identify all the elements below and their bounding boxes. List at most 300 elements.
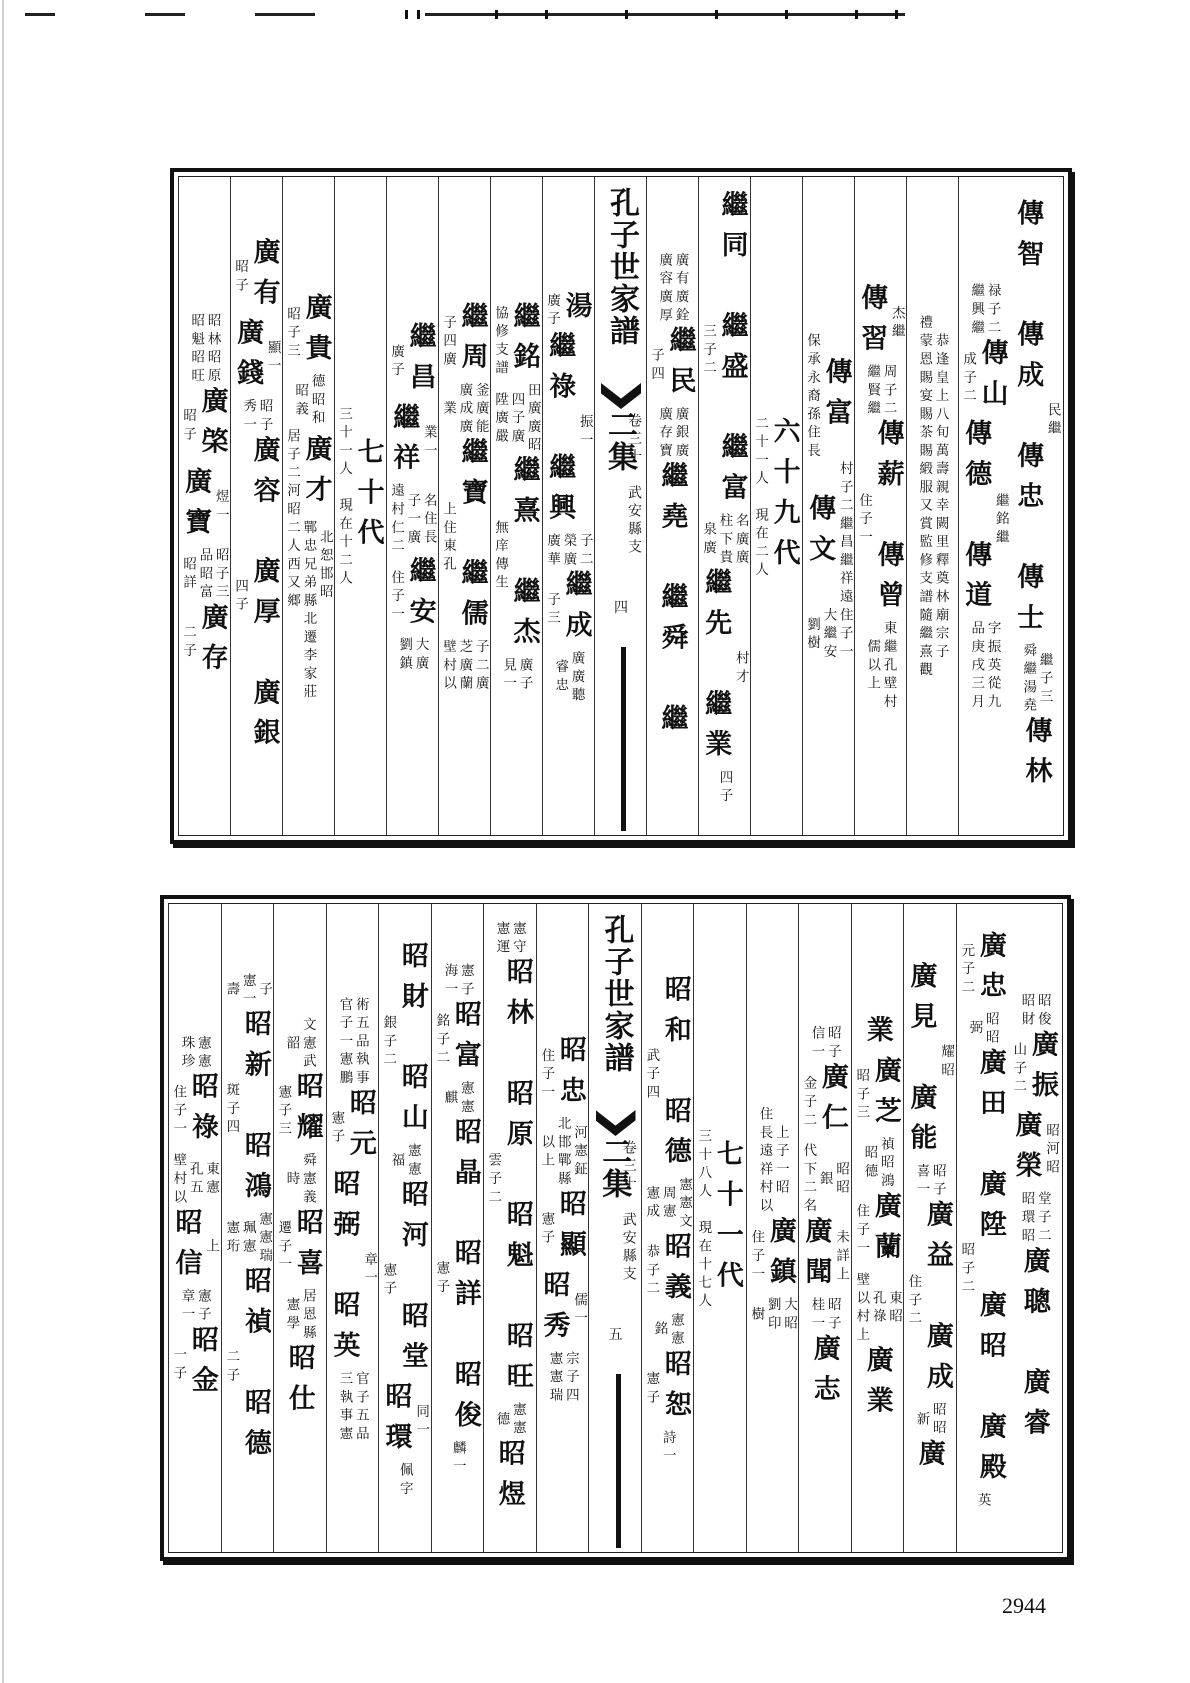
- annotation-line: 禎昭鴻: [879, 1136, 895, 1191]
- annotation-line: 憲子: [329, 1110, 345, 1147]
- annotation-line: 子四廣: [441, 314, 457, 370]
- member-name-line: 繼安: [405, 556, 438, 638]
- annotation-line: 三十一人 現在十二人: [337, 406, 353, 590]
- annotation-line: 禮蒙恩賜宴賜茶賜緞服又賞監修支譜隨繼熹觀: [917, 315, 933, 681]
- top-margin-residue: [25, 10, 935, 18]
- annotation-line: 子二廣: [474, 639, 490, 694]
- genealogy-column: [750, 177, 803, 835]
- annotation-line: 昭環昭: [1020, 1190, 1036, 1246]
- annotation-line: 弼: [967, 1020, 984, 1039]
- annotation-line: 三子二: [701, 323, 717, 379]
- collection-label: 二集: [596, 1136, 632, 1200]
- annotation-line: 時: [284, 1170, 301, 1189]
- genealogy-column: [906, 177, 959, 835]
- genealogy-column: [851, 904, 905, 1552]
- center-fold-bar: [616, 1374, 621, 1548]
- annotation-line: 憲子: [539, 1211, 555, 1248]
- member-name-line: 昭顯: [555, 1188, 588, 1270]
- member-name-line: 昭義: [660, 1231, 693, 1313]
- genealogy-column: [378, 904, 432, 1552]
- genealogy-column: [536, 904, 590, 1552]
- genealogy-column: [483, 904, 537, 1552]
- annotation-line: 舜憲義: [301, 1152, 317, 1208]
- annotation-line: 桂一: [810, 1297, 826, 1334]
- annotation-line: 麒: [442, 1089, 458, 1109]
- member-name-line: 昭煜: [495, 1438, 527, 1520]
- annotation-line: 憲一: [240, 972, 256, 1010]
- top-genealogy-page: [170, 168, 1072, 844]
- member-name-line: 七十一代: [713, 1139, 746, 1302]
- annotation-line: 柱下貴: [717, 512, 734, 568]
- member-name-line: 廣寶: [181, 466, 214, 548]
- annotation-line: 昭義: [293, 382, 309, 420]
- member-name-line: 昭信: [171, 1207, 204, 1289]
- annotation-line: 昭昭: [834, 1161, 851, 1199]
- annotation-line: 煜一: [214, 488, 230, 526]
- member-name-line: 六十九代: [769, 417, 802, 579]
- annotation-line: 昭子: [233, 259, 249, 296]
- annotation-line: 業一: [422, 424, 438, 462]
- annotation-line: 杰繼: [890, 305, 906, 343]
- genealogy-column: [1009, 904, 1062, 1552]
- center-fold-bar: [621, 647, 626, 831]
- annotation-line: 泉廣: [701, 521, 717, 559]
- bottom-genealogy-page: [160, 895, 1071, 1561]
- annotation-line: 保承永裔孫住長: [805, 333, 821, 462]
- annotation-line: 廣有廣銓: [673, 252, 690, 326]
- annotation-line: 廣廣聽: [569, 650, 586, 706]
- annotation-line: 昭昭: [931, 1402, 948, 1439]
- leaf-page-number: 五: [608, 1327, 623, 1343]
- member-name-line: 繼同 繼盛 繼富: [717, 189, 750, 513]
- annotation-line: 喜一: [915, 1163, 931, 1201]
- annotation-line: 繼賢繼: [865, 364, 881, 419]
- member-name-line: 傳習: [857, 283, 890, 365]
- genealogy-column: [334, 177, 387, 835]
- annotation-line: 子一廣: [405, 492, 422, 548]
- member-name-line: 廣益 廣成: [923, 1200, 956, 1403]
- member-name-line: 昭耀: [293, 1071, 325, 1153]
- annotation-line: 住子一: [749, 1229, 765, 1285]
- member-name-line: 傳山: [977, 338, 1010, 419]
- fishtail-mark-icon: [596, 1110, 636, 1136]
- annotation-line: 憲子: [196, 1288, 212, 1325]
- member-name-line: 廣聰 廣睿: [1020, 1245, 1053, 1448]
- member-name-line: 廣有: [249, 237, 282, 318]
- member-name-line: 昭和 昭德: [660, 974, 693, 1177]
- annotation-line: 代下二名: [802, 1143, 818, 1217]
- annotation-line: 昭林昭原: [205, 312, 222, 386]
- annotation-line: 珠珍: [179, 1034, 196, 1072]
- annotation-line: 劉印: [765, 1297, 782, 1334]
- annotation-line: 住子一: [838, 607, 854, 663]
- annotation-line: 憲憲: [406, 1143, 422, 1180]
- member-name-line: 昭林 昭原 昭魁 昭旺: [503, 957, 536, 1403]
- member-name-line: 傳文: [805, 493, 838, 575]
- annotation-line: 憲運: [495, 920, 511, 958]
- genealogy-column: [646, 177, 699, 835]
- member-name-line: 業: [862, 1014, 895, 1056]
- genealogy-column: [386, 177, 439, 835]
- annotation-line: 新: [915, 1411, 931, 1430]
- member-name-line: 繼堯 繼舜 繼: [657, 460, 690, 744]
- annotation-line: 官子一憲鵬: [337, 996, 353, 1088]
- annotation-line: 廣華: [545, 532, 561, 570]
- annotation-line: 樹: [749, 1306, 765, 1325]
- genealogy-column: [698, 177, 751, 835]
- annotation-line: 住子一: [857, 492, 873, 548]
- annotation-line: 以上: [539, 1134, 555, 1171]
- annotation-line: 孔五: [188, 1161, 204, 1199]
- annotation-line: 德昭和: [309, 373, 326, 429]
- annotation-line: 繼子三: [1037, 652, 1054, 707]
- member-name-line: 傳林: [1021, 716, 1054, 797]
- genealogy-column: [326, 904, 380, 1552]
- member-name-line: 昭新 昭鴻: [240, 1009, 273, 1212]
- book-title-column: [588, 904, 642, 1552]
- member-name-line: 廣志: [810, 1333, 842, 1415]
- genealogy-column: [746, 904, 800, 1552]
- annotation-line: 未詳上: [834, 1229, 851, 1285]
- member-name-line: 廣: [915, 1438, 948, 1480]
- annotation-line: 大昭: [782, 1297, 798, 1334]
- genealogy-column: [273, 904, 327, 1552]
- annotation-line: 昭子三: [214, 547, 230, 603]
- annotation-line: 顯一: [266, 340, 282, 377]
- annotation-line: 廣存寶: [657, 405, 673, 461]
- genealogy-column: [798, 904, 852, 1552]
- annotation-line: 住子一: [389, 569, 405, 625]
- annotation-line: 廣容廣厚: [657, 252, 673, 326]
- annotation-line: 村才: [734, 650, 750, 687]
- annotation-line: 昭子: [826, 1025, 842, 1063]
- member-name-line: 傳智 傳成 傳忠 傳士: [1013, 198, 1046, 643]
- genealogy-column: [230, 177, 283, 835]
- scan-edge-line: [2, 0, 4, 1683]
- member-name-line: 廣存: [197, 602, 230, 683]
- member-name-line: 廣才: [301, 433, 334, 515]
- member-name-line: 廣鎮: [765, 1216, 798, 1298]
- annotation-line: 四子廣: [509, 391, 526, 447]
- member-name-line: 廣貴: [301, 293, 334, 374]
- member-name-line: 昭金: [188, 1324, 220, 1406]
- genealogy-column: [903, 904, 957, 1552]
- annotation-line: 憲子: [381, 1262, 398, 1300]
- member-name-line: 廣仁: [818, 1062, 851, 1144]
- annotation-line: 德: [495, 1411, 511, 1430]
- annotation-line: 斑子四: [224, 1082, 240, 1138]
- annotation-line: 昭子: [931, 1163, 948, 1201]
- genealogy-column: [802, 177, 855, 835]
- annotation-line: 無庠傳生: [493, 519, 509, 593]
- genealogy-column: [168, 904, 222, 1552]
- genealogy-column: [1011, 177, 1063, 835]
- genealogy-column: [542, 177, 595, 835]
- annotation-line: 見一: [501, 657, 517, 694]
- annotation-line: 恭逢皇上八旬萬壽親幸闕里釋奠林廟宗子: [933, 333, 950, 663]
- annotation-line: 銘子二: [434, 1012, 450, 1068]
- member-name-line: 繼成: [561, 569, 594, 651]
- annotation-line: 子三: [545, 591, 561, 629]
- book-title-column: [594, 177, 647, 835]
- member-name-line: 廣榮: [1012, 1110, 1044, 1191]
- annotation-line: 子二: [578, 532, 594, 570]
- member-name-line: 繼熹 繼杰: [509, 455, 542, 658]
- member-name-line: 昭祿: [188, 1071, 220, 1153]
- annotation-line: 釜廣能: [474, 382, 490, 438]
- annotation-line: 憲憲: [458, 1080, 475, 1118]
- annotation-line: 銀子二: [381, 1014, 398, 1070]
- member-name-line: 昭晶 昭詳 昭俊: [450, 1117, 483, 1441]
- annotation-line: 麟一: [450, 1440, 467, 1478]
- annotation-line: 四子: [233, 578, 249, 616]
- book-page-number: 2944: [1002, 1593, 1046, 1618]
- annotation-line: 名住長: [422, 492, 438, 548]
- member-name-line: 湯: [561, 290, 594, 331]
- annotation-line: 儒以上: [865, 639, 881, 694]
- annotation-line: 東昭: [887, 1289, 903, 1327]
- annotation-line: 憲成: [644, 1185, 660, 1223]
- annotation-line: 宗子四: [563, 1350, 580, 1406]
- annotation-line: 鄲忠兄弟縣: [301, 519, 318, 612]
- member-name-line: 昭環: [381, 1381, 414, 1463]
- annotation-line: 村子二繼昌繼祥遠: [838, 461, 854, 608]
- member-name-line: 繼祥: [389, 402, 422, 484]
- annotation-line: 住子一: [539, 1047, 555, 1103]
- annotation-line: 雲子二: [486, 1152, 503, 1208]
- annotation-line: 子四: [649, 347, 665, 384]
- annotation-line: 二人西又鄉: [285, 519, 301, 612]
- member-name-line: 繼祿 繼興: [545, 330, 578, 533]
- annotation-line: 繼銘繼: [994, 492, 1010, 548]
- annotation-line: 憲子: [458, 963, 475, 1000]
- annotation-line: 陞廣嚴: [493, 391, 509, 447]
- annotation-line: 信一: [810, 1025, 826, 1063]
- annotation-line: 二子: [224, 1348, 240, 1386]
- annotation-line: 劉鎮: [397, 637, 413, 674]
- annotation-line: 上子一昭: [774, 1124, 790, 1199]
- genealogy-column: [178, 177, 231, 835]
- member-name-line: 廣蘭: [870, 1190, 903, 1272]
- genealogy-column: [431, 904, 485, 1552]
- annotation-line: 昭子: [826, 1297, 842, 1334]
- annotation-line: 章一: [179, 1288, 196, 1325]
- annotation-line: 北遷李家莊: [301, 611, 318, 703]
- genealogy-column: [854, 177, 907, 835]
- annotation-line: 憲憲: [511, 1402, 527, 1439]
- annotation-line: 民繼: [1046, 402, 1062, 440]
- book-title: 孔子世家譜: [598, 914, 634, 1074]
- annotation-line: 振一: [578, 413, 594, 451]
- annotation-line: 住子一: [854, 1203, 870, 1259]
- member-name-line: 傳德 傳道: [961, 418, 994, 621]
- fishtail-mark-icon: [601, 383, 641, 409]
- annotation-line: 三十八人 現在十七人: [697, 1128, 713, 1312]
- annotation-line: 憲子: [434, 1260, 450, 1298]
- annotation-line: 憲憲: [669, 1312, 685, 1349]
- annotation-line: 廣子: [517, 657, 534, 694]
- member-name-line: 繼寶 繼儒: [457, 437, 490, 640]
- annotation-line: 廣子: [545, 292, 561, 330]
- annotation-line: 周憲: [660, 1185, 677, 1223]
- annotation-line: 劉樹: [805, 616, 821, 654]
- annotation-line: 昭子: [257, 398, 274, 436]
- annotation-line: 昭魁昭旺: [189, 312, 205, 386]
- annotation-line: 舜繼湯堯: [1021, 643, 1037, 717]
- annotation-line: 周子二: [881, 364, 898, 419]
- annotation-line: 昭子三: [854, 1068, 870, 1124]
- annotation-line: 昭子三: [285, 305, 301, 361]
- annotation-line: 三執事憲: [337, 1370, 353, 1444]
- annotation-line: 憲子三: [276, 1084, 293, 1140]
- annotation-line: 昭德: [862, 1145, 879, 1182]
- genealogy-column: [956, 904, 1010, 1552]
- annotation-line: 堂子二: [1036, 1190, 1053, 1246]
- member-name-line: 昭富: [450, 999, 483, 1081]
- annotation-line: 禄子二: [985, 283, 1002, 339]
- member-name-line: 廣聞: [802, 1216, 834, 1298]
- annotation-line: 協修支譜: [493, 305, 509, 379]
- genealogy-column: [693, 904, 747, 1552]
- annotation-line: 文憲武: [301, 1016, 317, 1072]
- member-name-line: 廣田 廣陞 廣昭 廣殿: [976, 1047, 1008, 1493]
- annotation-line: 二子: [181, 624, 197, 661]
- annotation-line: 上住東孔: [441, 501, 457, 575]
- annotation-line: 子: [256, 981, 273, 1000]
- annotation-line: 品庚戌三月: [969, 620, 985, 713]
- annotation-line: 壁村以: [441, 639, 457, 694]
- annotation-line: 北恕邯昭: [318, 529, 334, 603]
- annotation-line: 山子二: [1012, 1042, 1028, 1098]
- annotation-line: 韶: [284, 1034, 301, 1054]
- annotation-line: 金子二: [802, 1075, 818, 1131]
- annotation-line: 成子二: [961, 351, 977, 406]
- annotation-line: 秀一: [241, 398, 257, 436]
- genealogy-column: [490, 177, 543, 835]
- member-name-line: 昭元: [345, 1087, 378, 1169]
- member-name-line: 繼先 繼業: [701, 567, 734, 770]
- annotation-line: 儒一: [572, 1291, 588, 1329]
- member-name-line: 繼周: [457, 301, 490, 383]
- annotation-line: 憲守: [511, 920, 527, 958]
- annotation-line: 昭子: [181, 407, 197, 445]
- annotation-line: 住長遠祥村以: [757, 1106, 774, 1217]
- member-name-line: 繼民: [665, 325, 698, 406]
- annotation-line: 河憲鉦: [572, 1124, 588, 1180]
- annotation-line: 業: [441, 400, 457, 419]
- annotation-line: 詩一: [660, 1429, 677, 1467]
- member-name-line: 昭弼 昭英: [329, 1168, 362, 1371]
- volume-branch-label: 卷三十 武安縣支: [626, 413, 642, 557]
- annotation-line: 名廣廣: [734, 512, 750, 568]
- annotation-line: 北邯鄲縣: [555, 1115, 572, 1189]
- member-name-line: 繼昌: [405, 321, 438, 403]
- annotation-line: 恭子二: [644, 1244, 660, 1300]
- annotation-line: 東憲: [204, 1161, 220, 1199]
- annotation-line: 元子二: [959, 943, 976, 998]
- annotation-line: 田廣廣昭: [526, 382, 542, 456]
- annotation-line: 繼興繼: [969, 283, 985, 339]
- member-name-line: 廣忠: [976, 930, 1008, 1011]
- leaf-page-number: 四: [614, 600, 628, 616]
- genealogy-column: [282, 177, 335, 835]
- annotation-line: 四子: [717, 769, 734, 806]
- annotation-line: 憲憲: [196, 1034, 212, 1072]
- annotation-line: 憲憲瑞: [256, 1211, 273, 1266]
- annotation-line: 壽: [224, 981, 240, 1000]
- annotation-line: 昭昭: [984, 1010, 1000, 1048]
- member-name-line: 廣振: [1028, 1029, 1061, 1111]
- annotation-line: 英: [976, 1492, 992, 1511]
- genealogy-column: [438, 177, 491, 835]
- annotation-line: 海一: [442, 963, 458, 1000]
- annotation-line: 東繼孔壁村: [881, 620, 898, 713]
- member-name-line: 廣芝: [870, 1055, 903, 1137]
- annotation-line: 字振英從九: [985, 620, 1002, 713]
- member-name-line: 廣棨: [197, 385, 230, 467]
- member-name-line: 昭河 昭堂: [398, 1179, 430, 1382]
- annotation-line: 住子一: [171, 1084, 188, 1140]
- annotation-line: 佩字: [398, 1462, 414, 1500]
- annotation-line: 章一: [362, 1251, 378, 1289]
- annotation-line: 耀昭: [939, 1044, 956, 1081]
- annotation-line: 品昭富: [197, 547, 214, 603]
- annotation-line: 居子二河昭: [285, 428, 301, 520]
- member-name-line: 傳富: [821, 356, 854, 438]
- member-name-line: 七十代: [353, 437, 386, 559]
- annotation-line: 遷子一: [276, 1220, 293, 1276]
- annotation-line: 睿忠: [553, 659, 569, 696]
- annotation-line: 上: [204, 1238, 220, 1257]
- genealogy-column: [641, 904, 695, 1552]
- annotation-line: 昭子二: [959, 1242, 976, 1298]
- member-name-line: 廣錢: [233, 318, 266, 399]
- annotation-line: 廣銀廣: [673, 405, 690, 461]
- annotation-line: 廣子: [389, 343, 405, 381]
- genealogy-column: [958, 177, 1011, 835]
- member-name-line: 昭禎 昭德: [240, 1265, 273, 1469]
- annotation-line: 大繼安: [821, 607, 838, 663]
- annotation-line: 芝廣蘭: [457, 639, 474, 694]
- annotation-line: 壁村以: [171, 1152, 188, 1208]
- member-name-line: 昭財 昭山: [398, 941, 430, 1144]
- annotation-line: 壁以村上: [854, 1271, 870, 1345]
- annotation-line: 遠村仁二: [389, 483, 405, 557]
- annotation-line: 住子二: [907, 1273, 923, 1329]
- annotation-line: 珮憲: [240, 1220, 256, 1257]
- annotation-line: 同一: [414, 1404, 430, 1441]
- annotation-line: 昭俊: [1036, 992, 1053, 1030]
- annotation-line: 憲子: [644, 1370, 660, 1408]
- annotation-line: 憲憲瑞: [547, 1350, 563, 1406]
- annotation-line: 憲學: [284, 1297, 301, 1334]
- annotation-line: 昭詳: [181, 556, 197, 593]
- member-name-line: 廣容 廣厚 廣銀: [249, 435, 282, 759]
- collection-label: 二集: [602, 409, 637, 473]
- annotation-line: 昭河昭: [1044, 1123, 1061, 1178]
- member-name-line: 昭秀: [539, 1269, 572, 1351]
- annotation-line: 術五品執事: [353, 996, 370, 1088]
- annotation-line: 憲珩: [224, 1220, 240, 1257]
- annotation-line: 銀: [818, 1170, 834, 1189]
- annotation-line: 二十一人 現在二人: [753, 415, 769, 581]
- annotation-line: 榮廣: [561, 532, 578, 570]
- volume-branch-label: 卷三十 武安縣支: [620, 1140, 637, 1284]
- annotation-line: 銘: [652, 1321, 669, 1340]
- member-name-line: 昭恕: [660, 1348, 693, 1430]
- annotation-line: 一子: [171, 1346, 188, 1384]
- genealogy-column: [221, 904, 275, 1552]
